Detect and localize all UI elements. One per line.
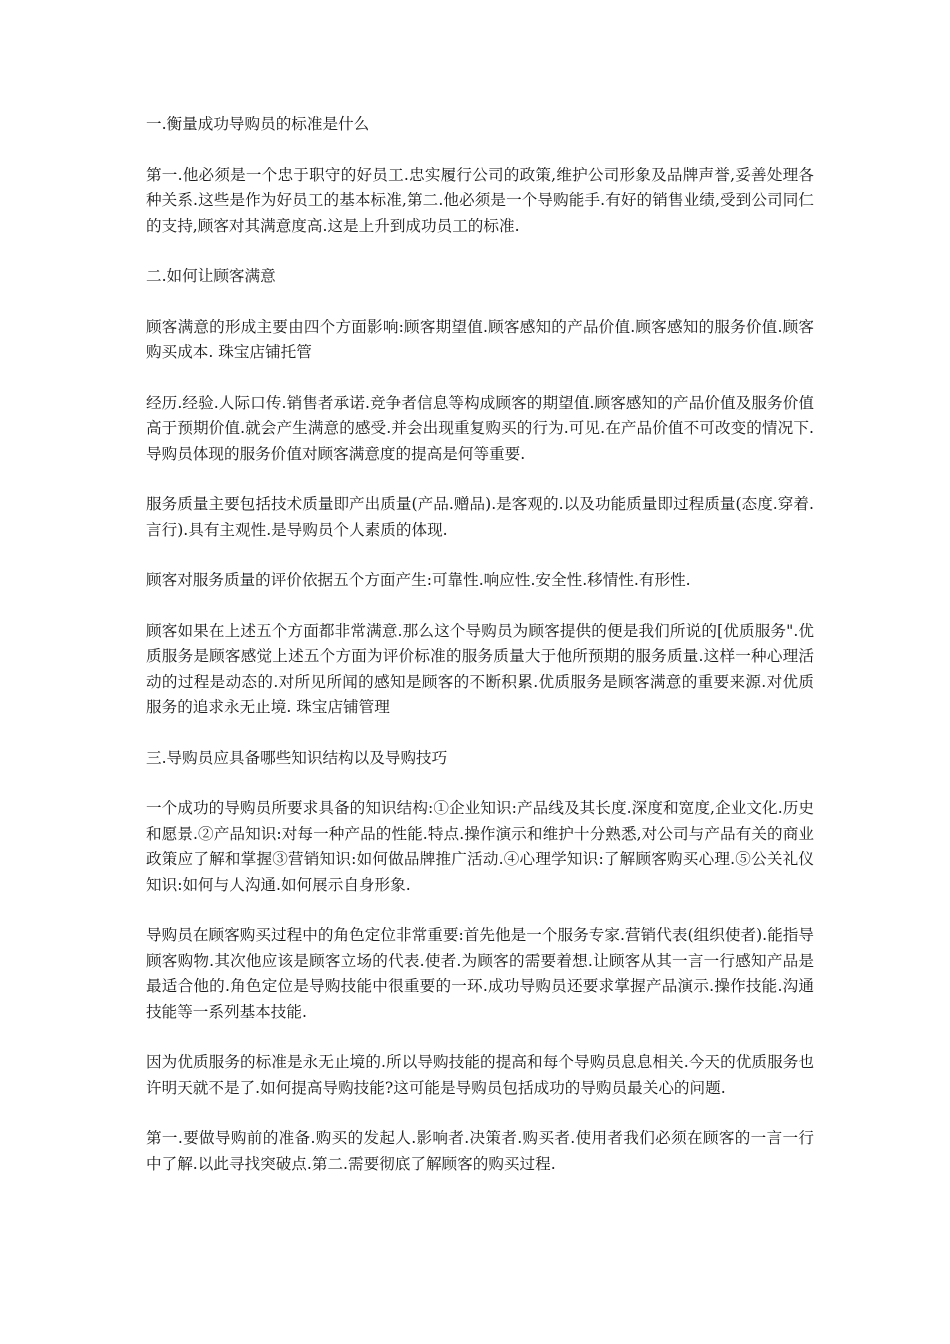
paragraph-6: 顾客如果在上述五个方面都非常满意.那么这个导购员为顾客提供的便是我们所说的[优质服务".优质服务是顾客感觉上述五个方面为评价标准的服务质量大于他所预期的服务质量.这样一种心理活动的过程是动态的.对所见所闻的感知是顾客的不断积累.优质服务是顾客满意的重要来源.对优质服务的追求永无止境. 珠宝店铺管理 [146, 621, 814, 716]
document-page [146, 112, 814, 1202]
paragraph-5: 顾客对服务质量的评价依据五个方面产生:可靠性.响应性.安全性.移情性.有形性. [146, 571, 691, 589]
section-heading-1: 一.衡量成功导购员的标准是什么 [146, 115, 370, 133]
paragraph-2: 顾客满意的形成主要由四个方面影响:顾客期望值.顾客感知的产品价值.顾客感知的服务价值.顾客购买成本. 珠宝店铺托管 [146, 317, 814, 361]
section-heading-3: 三.导购员应具备哪些知识结构以及导购技巧 [146, 748, 448, 767]
paragraph-8: 导购员在顾客购买过程中的角色定位非常重要:首先他是一个服务专家.营销代表(组织使者).能指导顾客购物.其次他应该是顾客立场的代表.使者.为顾客的需要着想.让顾客从其一言一行感知产品是最适合他的.角色定位是导购技能中很重要的一环.成功导购员还要求掌握产品演示.操作技能.沟通技能等一系列基本技能. [146, 926, 814, 1021]
paragraph-7: 一个成功的导购员所要求具备的知识结构:①企业知识:产品线及其长度.深度和宽度,企业文化.历史和愿景.②产品知识:对每一种产品的性能.特点.操作演示和维护十分熟悉,对公司与产品有关的商业政策应了解和掌握③营销知识:如何做品牌推广活动.④心理学知识:了解顾客购买心理.⑤公关礼仪知识:如何与人沟通.如何展示自身形象. [146, 799, 814, 894]
paragraph-10: 第一.要做导购前的准备.购买的发起人.影响者.决策者.购买者.使用者我们必须在顾客的一言一行中了解.以此寻找突破点.第二.需要彻底了解顾客的购买过程. [146, 1129, 814, 1173]
paragraph-4: 服务质量主要包括技术质量即产出质量(产品.赠品).是客观的.以及功能质量即过程质量(态度.穿着.言行).具有主观性.是导购员个人素质的体现. [146, 495, 814, 539]
paragraph-9: 因为优质服务的标准是永无止境的.所以导购技能的提高和每个导购员息息相关.今天的优质服务也许明天就不是了.如何提高导购技能?这可能是导购员包括成功的导购员最关心的问题. [146, 1053, 814, 1097]
section-heading-2: 二.如何让顾客满意 [146, 267, 276, 285]
paragraph-3: 经历.经验.人际口传.销售者承诺.竞争者信息等构成顾客的期望值.顾客感知的产品价值及服务价值高于预期价值.就会产生满意的感受.并会出现重复购买的行为.可见.在产品价值不可改变的情况下.导购员体现的服务价值对顾客满意度的提高是何等重要. [146, 393, 814, 463]
paragraph-1: 第一.他必须是一个忠于职守的好员工.忠实履行公司的政策,维护公司形象及品牌声誉,妥善处理各种关系.这些是作为好员工的基本标准,第二.他必须是一个导购能手.有好的销售业绩,受到公司同仁的支持,顾客对其满意度高.这是上升到成功员工的标准. [146, 165, 814, 235]
